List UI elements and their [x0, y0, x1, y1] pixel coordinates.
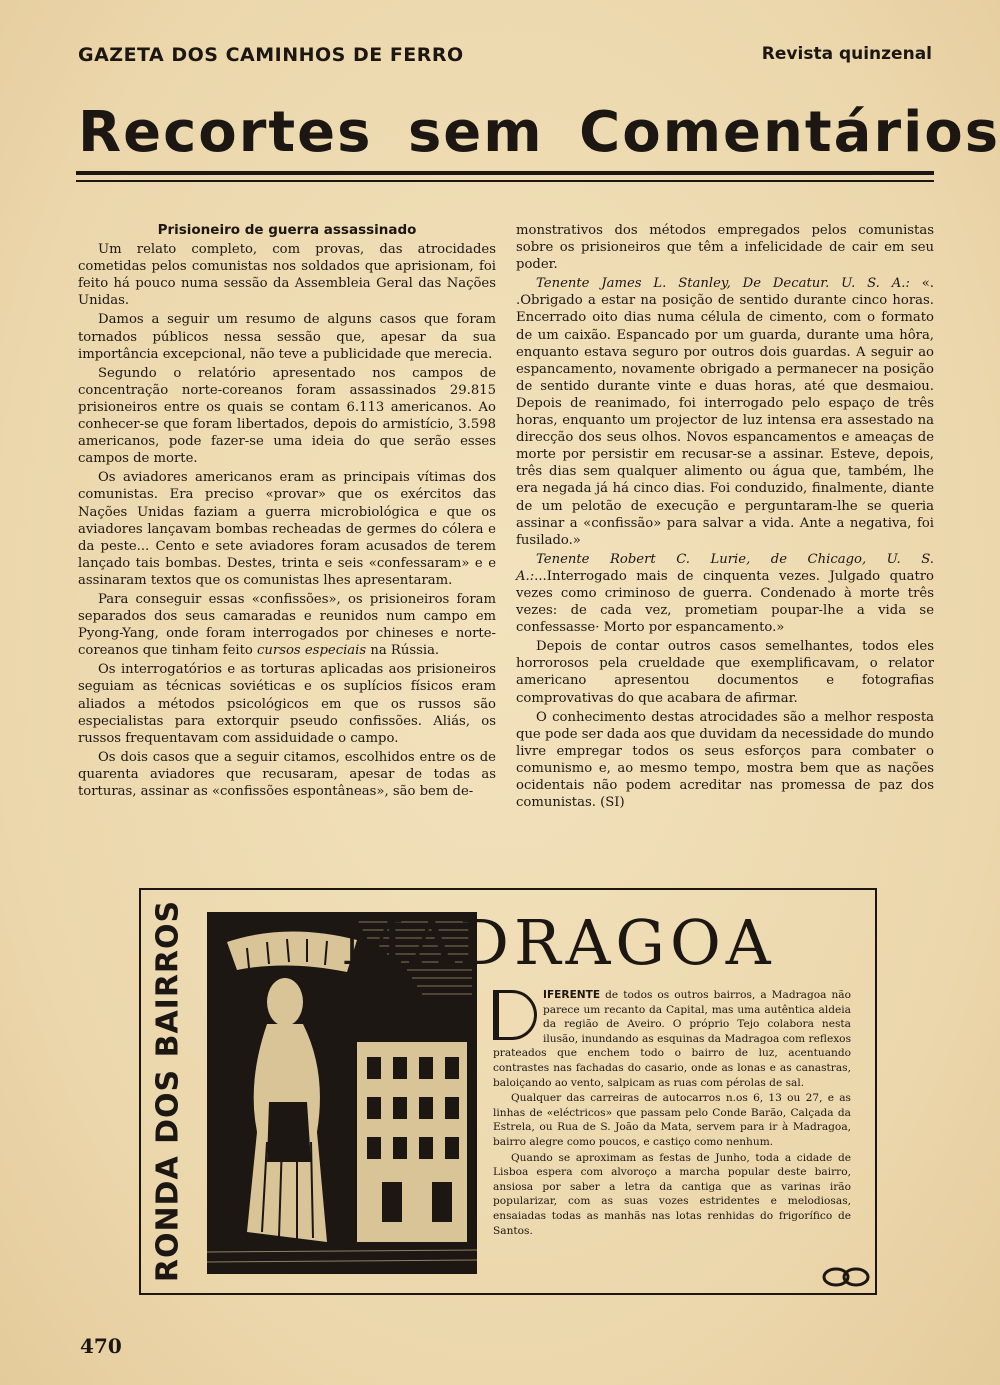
italic-phrase: cursos especiais	[257, 643, 367, 659]
article-title: Prisioneiro de guerra assassinado	[157, 222, 417, 238]
article-paragraph: Depois de contar outros casos semelhantes, todos eles horrorosos pela crueldade que exemplificavam, o relator americano apresentou documentos e fotografias comprovativas do que acabara de afirmar.	[516, 639, 934, 706]
advert-brand: MADRAGOA	[341, 906, 776, 979]
case-text: ...Interrogado mais de cinquenta vezes. Julgado quatro vezes como criminoso de guerra. Condenado à morte três vezes: de cada vez, prometiam poupar-lhe a vida se confessasse· Morto por espancamento.»	[516, 568, 934, 636]
article-paragraph: Os dois casos que a seguir citamos, escolhidos entre os de quarenta aviadores que recusaram, apesar de todas as torturas, assinar as «confissões espontâneas», são bem de-	[78, 749, 496, 799]
advert-paragraph: Quando se aproximam as festas de Junho, toda a cidade de Lisboa espera com alvoroço a marcha popular deste bairro, ansiosa por saber a letra da cantiga que as varinas irão popularizar, com as suas vozes estridentes e melodiosas, ensaiadas todas as manhãs nas lotas renhidas do frigorífico de Santos.	[493, 1151, 851, 1237]
paragraph-text: Para conseguir essas «confissões», os prisioneiros foram separados dos seus camaradas e reunidos num campo em Pyong-Yang, onde foram interrogados por chineses e norte-coreanos que tinham feito	[78, 591, 496, 659]
article-paragraph: Damos a seguir um resumo de alguns casos que foram tornados públicos nessa sessão que, apesar da sua importância excepcional, não teve a publicidade que merecia.	[78, 312, 496, 362]
paragraph-text: de todos os outros bairros, a Madragoa não parece um recanto da Capital, mas uma autêntica aldeia da região de Aveiro. O próprio Tejo colabora nesta ilusão, inundando as esquinas da Madragoa com reflexos prateados que enchem todo o bairro de luz, acentuando contrastes nas fachadas do casario, onde as lonas e as canastras, baloiçando ao vento, salpicam as ruas com pérolas de sal.	[493, 989, 851, 1089]
advertisement-box	[139, 888, 877, 1295]
periodicity-label: Revista quinzenal	[761, 44, 932, 64]
case-name: Tenente James L. Stanley, De Decatur. U. S. A.:	[536, 276, 910, 292]
case-paragraph	[516, 275, 934, 549]
article-paragraph: Segundo o relatório apresentado nos campos de concentração norte-coreanos foram assassinados 29.815 prisioneiros entre os quais se contam 6.113 americanos. Ao conhecer-se que foram libertados, depois do armistício, 3.598 americanos, pode fazer-se uma ideia do que serão esses campos de morte.	[78, 365, 496, 467]
section-title: Recortes sem Comentários	[78, 100, 1000, 165]
article-column-right	[516, 222, 934, 813]
vertical-label-text: RONDA DOS BAIRROS	[150, 899, 186, 1283]
dropcap-letter	[493, 990, 537, 1040]
advert-text	[493, 988, 851, 1239]
vertical-label	[139, 890, 197, 1293]
title-rule-thin	[76, 180, 934, 182]
paragraph-text: na Rússia.	[366, 643, 440, 659]
article-paragraph: O conhecimento destas atrocidades são a melhor resposta que pode ser dada aos que duvidam da necessidade do mundo livre empregar todos os seus esforços para combater o comunismo e, ao mesmo tempo, mostra bem que as nações ocidentais não podem acreditar nas promessa de paz dos comunistas. (SI)	[516, 709, 934, 811]
article-paragraph: Os interrogatórios e as torturas aplicadas aos prisioneiros seguiam as técnicas soviéticas e os suplícios físicos eram aliados a métodos psicológicos em que os russos são especialistas para extorquir pseudo confissões. Aliás, os russos frequentavam com assiduidade o campo.	[78, 662, 496, 746]
case-paragraph	[516, 551, 934, 636]
article-paragraph: Um relato completo, com provas, das atrocidades cometidas pelos comunistas nos soldados que aprisionam, foi feito há pouco numa sessão da Assembleia Geral das Nações Unidas.	[78, 242, 496, 309]
article-column-left	[78, 222, 496, 802]
page-number: 470	[80, 1334, 122, 1358]
advert-paragraph	[493, 988, 851, 1090]
title-rule-thick	[76, 171, 934, 175]
advert-paragraph: Qualquer das carreiras de autocarros n.os 6, 13 ou 27, e as linhas de «eléctricos» que passam pelo Conde Barão, Calçada da Estrela, ou Rua de S. João da Mata, servem para ir à Madragoa, bairro alegre como poucos, e castiço como nenhum.	[493, 1092, 851, 1148]
seal-ornament-icon	[821, 1267, 871, 1287]
case-text: «. .Obrigado a estar na posição de sentido durante cinco horas. Encerrado oito dias numa célula de cimento, com o formato de um caixão. Espancado por um guarda, durante uma hôra, enquanto estava seguro por outros dois guardas. A seguir ao espancamento, novamente obrigado a permanecer na posição de sentido durante vinte e duas horas, até que desmaiou. Depois de reanimado, foi interrogado pelo espaço de três horas, enquanto um projector de luz intensa era assestado na direcção dos seus olhos. Novos espancamentos e ameaças de morte por persistir em recusar-se a assinar. Esteve, depois, três dias sem qualquer alimento ou água que, também, lhe era negada já há cinco dias. Foi conduzido, finalmente, diante de um pelotão de execução e perguntaram-lhe se queria assinar a «confissão» para salvar a vida. Ante a negativa, foi fusilado.»	[516, 276, 934, 548]
first-word: IFERENTE	[543, 989, 601, 1001]
article-paragraph	[78, 591, 496, 659]
article-paragraph: monstrativos dos métodos empregados pelos comunistas sobre os prisioneiros que têm a infelicidade de cair em seu poder.	[516, 223, 934, 273]
article-paragraph: Os aviadores americanos eram as principais vítimas dos comunistas. Era preciso «provar» que os exércitos das Nações Unidas faziam a guerra microbiológica e que os aviadores lançavam bombas recheadas de germes do cólera e da peste... Cento e sete aviadores foram acusados de terem lançado tais bombas. Destes, trinta e seis «confessaram» e e assinaram textos que os comunistas lhes apresentaram.	[78, 470, 496, 588]
publication-name: GAZETA DOS CAMINHOS DE FERRO	[78, 44, 464, 66]
case-name: Tenente Robert C. Lurie, de Chicago, U. S. A.:	[516, 551, 934, 584]
